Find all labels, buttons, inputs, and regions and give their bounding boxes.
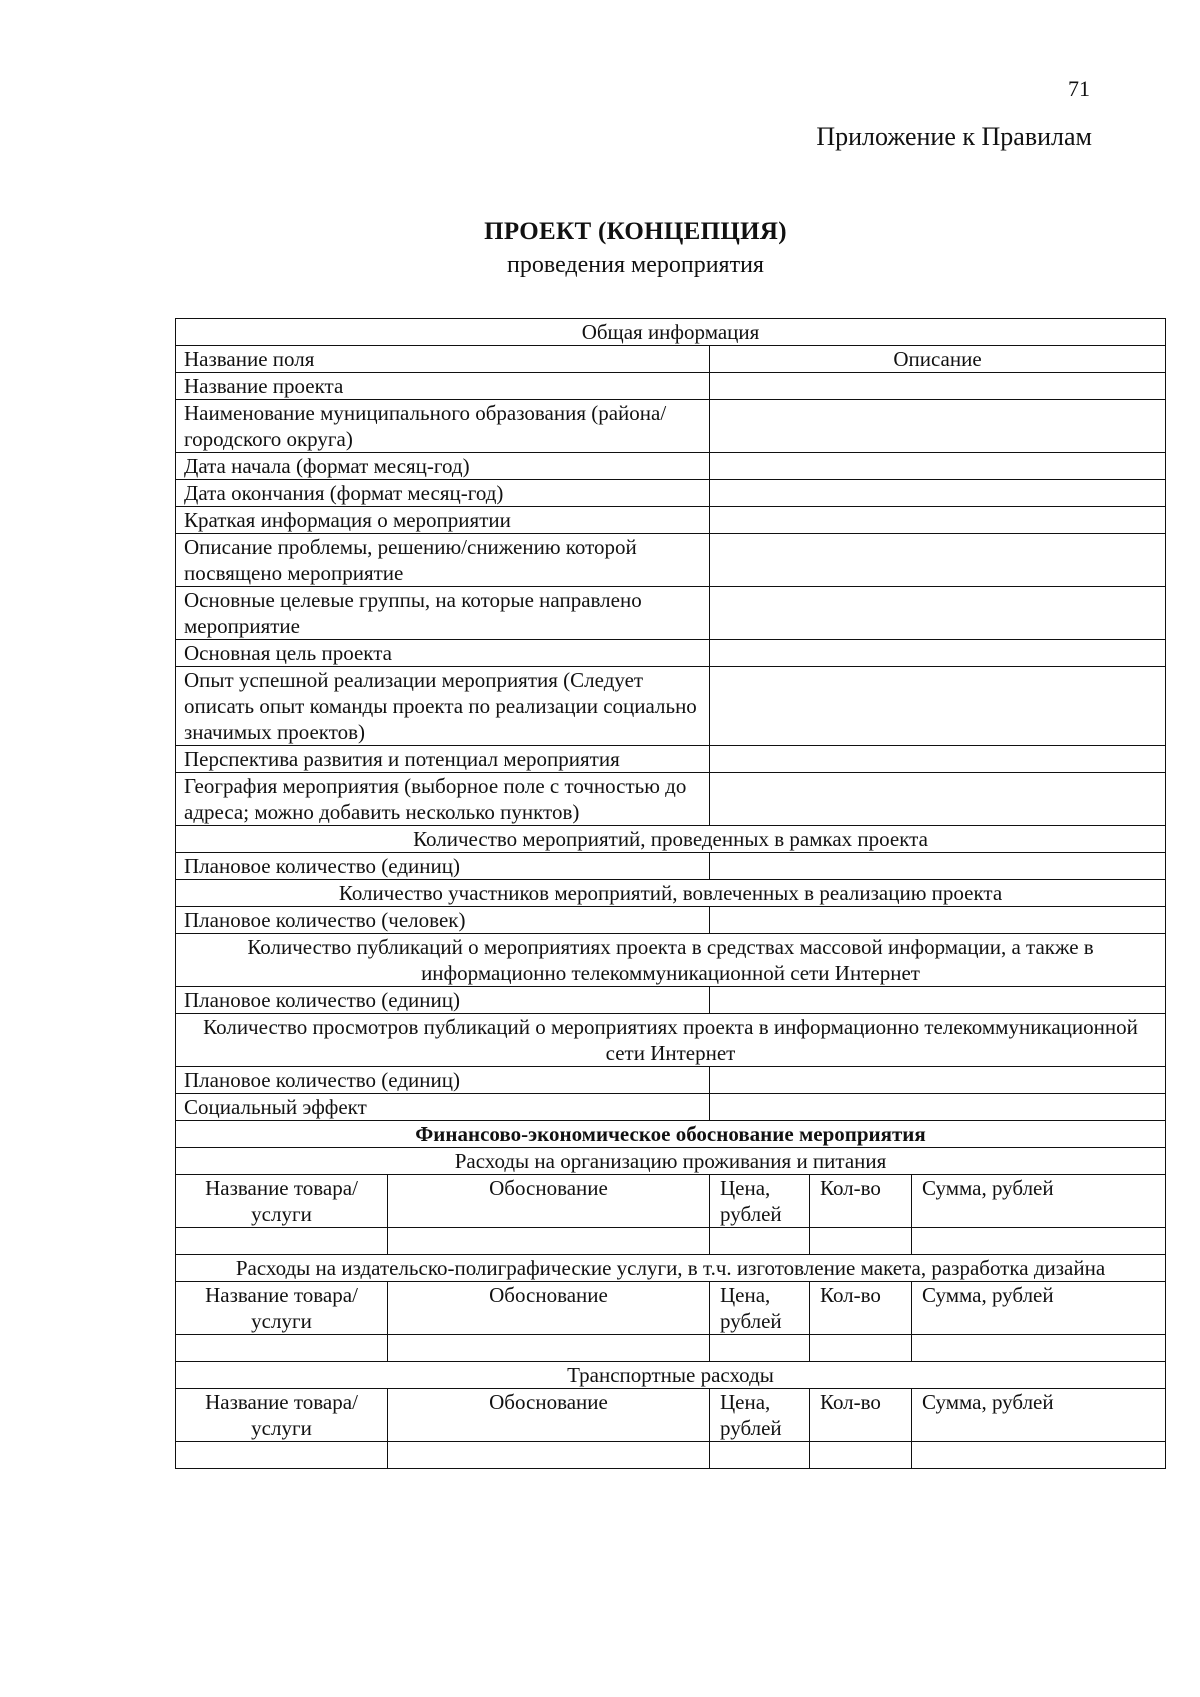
field-label: Дата окончания (формат месяц-год) (176, 480, 710, 507)
social-effect-value-cell[interactable] (710, 1094, 1166, 1121)
entry-cell[interactable] (176, 1442, 388, 1469)
field-value-cell[interactable] (710, 534, 1166, 587)
table-row (176, 400, 1166, 453)
expense-entry-row (176, 1228, 1166, 1255)
field-value-cell[interactable] (710, 773, 1166, 826)
field-label: Описание проблемы, решению/снижению которой посвящено мероприятие (176, 534, 710, 587)
col-basis: Обоснование (388, 1282, 710, 1335)
col-qty: Кол-во (810, 1282, 912, 1335)
field-label: Дата начала (формат месяц-год) (176, 453, 710, 480)
field-label: Опыт успешной реализации мероприятия (Следует описать опыт команды проекта по реализации социально значимых проектов) (176, 667, 710, 746)
entry-cell[interactable] (810, 1335, 912, 1362)
entry-cell[interactable] (176, 1228, 388, 1255)
table-row (176, 746, 1166, 773)
field-label: Краткая информация о мероприятии (176, 507, 710, 534)
field-value-cell[interactable] (710, 373, 1166, 400)
metric-title-row (176, 1014, 1166, 1067)
metric-value-cell[interactable] (710, 1067, 1166, 1094)
metric-title-row (176, 826, 1166, 853)
table-row (176, 507, 1166, 534)
table-row (176, 640, 1166, 667)
field-label: Основная цель проекта (176, 640, 710, 667)
col-price: Цена, рублей (710, 1282, 810, 1335)
field-label: Наименование муниципального образования (района/городского округа) (176, 400, 710, 453)
section-row (176, 319, 1166, 346)
field-value-cell[interactable] (710, 587, 1166, 640)
col-description: Описание (710, 346, 1166, 373)
entry-cell[interactable] (710, 1335, 810, 1362)
metric-value-cell[interactable] (710, 987, 1166, 1014)
entry-cell[interactable] (912, 1228, 1166, 1255)
entry-cell[interactable] (810, 1228, 912, 1255)
expense-block-title: Расходы на организацию проживания и питания (176, 1148, 1166, 1175)
appendix-label: Приложение к Правилам (816, 122, 1092, 151)
entry-cell[interactable] (912, 1442, 1166, 1469)
finance-section-row (176, 1121, 1166, 1148)
metric-value-cell[interactable] (710, 853, 1166, 880)
field-label: Перспектива развития и потенциал мероприятия (176, 746, 710, 773)
col-qty: Кол-во (810, 1175, 912, 1228)
col-price: Цена, рублей (710, 1389, 810, 1442)
col-item-name: Название товара/услуги (176, 1282, 388, 1335)
metric-value-cell[interactable] (710, 907, 1166, 934)
table-row (176, 373, 1166, 400)
entry-cell[interactable] (176, 1335, 388, 1362)
entry-cell[interactable] (388, 1442, 710, 1469)
col-sum: Сумма, рублей (912, 1389, 1166, 1442)
field-value-cell[interactable] (710, 453, 1166, 480)
col-price: Цена, рублей (710, 1175, 810, 1228)
entry-cell[interactable] (388, 1228, 710, 1255)
table-row (176, 667, 1166, 746)
section-finance: Финансово-экономическое обоснование мероприятия (176, 1121, 1166, 1148)
expense-block-title: Расходы на издательско-полиграфические услуги, в т.ч. изготовление макета, разработка дизайна (176, 1255, 1166, 1282)
table-row (176, 987, 1166, 1014)
metric-title: Количество мероприятий, проведенных в рамках проекта (176, 826, 1166, 853)
entry-cell[interactable] (810, 1442, 912, 1469)
entry-cell[interactable] (912, 1335, 1166, 1362)
header-row (176, 346, 1166, 373)
metric-title: Количество просмотров публикаций о мероприятиях проекта в информационно телекоммуникационной сети Интернет (176, 1014, 1166, 1067)
table-row (176, 480, 1166, 507)
col-sum: Сумма, рублей (912, 1175, 1166, 1228)
field-label: География мероприятия (выборное поле с точностью до адреса; можно добавить несколько пунктов) (176, 773, 710, 826)
entry-cell[interactable] (388, 1335, 710, 1362)
document-title: ПРОЕКТ (КОНЦЕПЦИЯ) (484, 218, 787, 245)
field-label: Название проекта (176, 373, 710, 400)
concept-form-table (175, 318, 1166, 1469)
page-number: 71 (1068, 76, 1090, 101)
field-value-cell[interactable] (710, 640, 1166, 667)
expense-entry-row (176, 1442, 1166, 1469)
col-basis: Обоснование (388, 1175, 710, 1228)
section-general-info: Общая информация (176, 319, 1166, 346)
metric-title-row (176, 934, 1166, 987)
col-item-name: Название товара/услуги (176, 1389, 388, 1442)
col-field-name: Название поля (176, 346, 710, 373)
col-item-name: Название товара/услуги (176, 1175, 388, 1228)
table-row (176, 453, 1166, 480)
expense-entry-row (176, 1335, 1166, 1362)
expense-block-title-row (176, 1255, 1166, 1282)
field-value-cell[interactable] (710, 667, 1166, 746)
metric-label: Плановое количество (человек) (176, 907, 710, 934)
metric-title-row (176, 880, 1166, 907)
expense-block-title-row (176, 1362, 1166, 1389)
expense-block-title: Транспортные расходы (176, 1362, 1166, 1389)
col-qty: Кол-во (810, 1389, 912, 1442)
expense-header-row (176, 1282, 1166, 1335)
table-row (176, 853, 1166, 880)
field-label: Основные целевые группы, на которые направлено мероприятие (176, 587, 710, 640)
expense-header-row (176, 1389, 1166, 1442)
entry-cell[interactable] (710, 1442, 810, 1469)
field-value-cell[interactable] (710, 746, 1166, 773)
metric-title: Количество участников мероприятий, вовлеченных в реализацию проекта (176, 880, 1166, 907)
table-row (176, 1094, 1166, 1121)
expense-header-row (176, 1175, 1166, 1228)
social-effect-label: Социальный эффект (176, 1094, 710, 1121)
metric-label: Плановое количество (единиц) (176, 853, 710, 880)
field-value-cell[interactable] (710, 480, 1166, 507)
field-value-cell[interactable] (710, 507, 1166, 534)
col-basis: Обоснование (388, 1389, 710, 1442)
table-row (176, 773, 1166, 826)
table-row (176, 587, 1166, 640)
table-row (176, 1067, 1166, 1094)
expense-block-title-row (176, 1148, 1166, 1175)
metric-title: Количество публикаций о мероприятиях проекта в средствах массовой информации, а также в информационно телекоммуникационной сети Интернет (176, 934, 1166, 987)
field-value-cell[interactable] (710, 400, 1166, 453)
metric-label: Плановое количество (единиц) (176, 1067, 710, 1094)
document-subtitle: проведения мероприятия (507, 252, 764, 278)
table-row (176, 907, 1166, 934)
col-sum: Сумма, рублей (912, 1282, 1166, 1335)
metric-label: Плановое количество (единиц) (176, 987, 710, 1014)
table-row (176, 534, 1166, 587)
entry-cell[interactable] (710, 1228, 810, 1255)
